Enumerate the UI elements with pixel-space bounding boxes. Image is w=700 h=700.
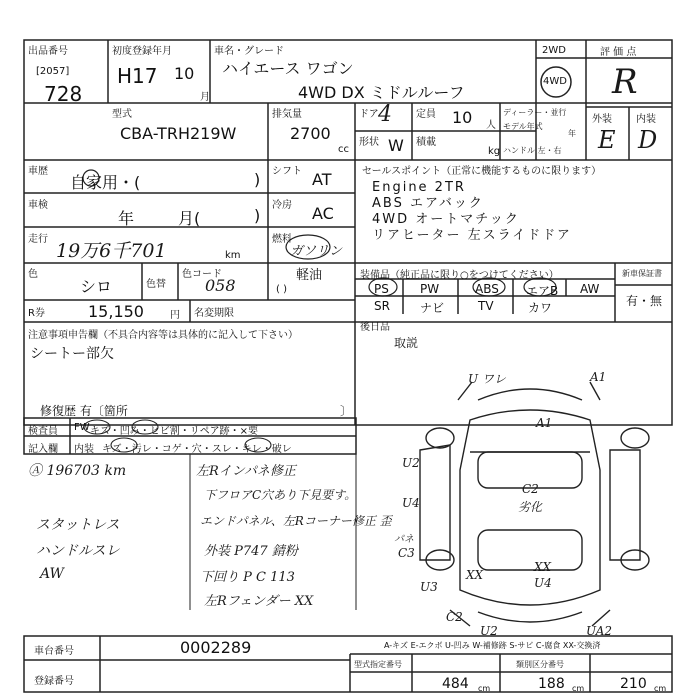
fw-label: FW <box>74 422 90 433</box>
width-value: 188 <box>538 676 565 692</box>
int-check-label: 内装 <box>74 444 94 455</box>
equip-sr: SR <box>374 299 390 313</box>
equip-airbag: エアB <box>526 284 559 298</box>
load-label: 積載 <box>416 137 436 148</box>
car-grade: 4WD DX ミドルルーフ <box>298 83 465 102</box>
diagram-mark: パネ <box>394 534 414 545</box>
ext-grade: E <box>598 126 616 154</box>
model-no-label: 型式指定番号 <box>354 660 402 669</box>
width-unit: cm <box>572 684 585 693</box>
registration-label: 登録番号 <box>34 676 74 687</box>
car-name: ハイエース ワゴン <box>222 59 354 78</box>
diagram-mark: U2 <box>480 624 498 638</box>
diagram-mark: A1 <box>590 370 607 384</box>
mileage-unit: km <box>225 250 241 261</box>
repair-close: 〕 <box>340 404 353 418</box>
diagram-mark: U4 <box>534 576 552 590</box>
year-unit: 年 <box>568 129 576 138</box>
hw-note: 左Rインパネ修正 <box>196 464 296 479</box>
length-value: 484 <box>442 676 469 692</box>
cap-label: 定員 <box>416 109 436 120</box>
diagram-mark: U3 <box>420 580 438 594</box>
sales-point: ABS エアバック <box>372 196 484 211</box>
int-grade: D <box>638 126 658 154</box>
shape-label: 形状 <box>359 137 379 148</box>
sales-point: リアヒーター 左スライドドア <box>372 228 572 243</box>
history-close: ) <box>254 170 261 189</box>
color-label: 色 <box>28 269 38 280</box>
entry-label: 記入欄 <box>28 444 58 455</box>
cap-unit: 人 <box>486 120 496 131</box>
hw-note: スタットレス <box>36 517 120 533</box>
equip-leather: カワ <box>528 301 553 315</box>
drive-4wd: 4WD <box>543 76 567 87</box>
inspector-label: 検査員 <box>28 426 58 437</box>
disp-label: 排気量 <box>272 109 302 120</box>
color-code-label: 色コード <box>182 269 222 280</box>
inspection-month: 月( <box>178 209 201 228</box>
fuel-gasoline: ガソリン <box>290 244 343 259</box>
equip-abs: ABS <box>475 282 499 296</box>
handle-label: ハンドル 左・右 <box>503 146 562 155</box>
fuel-label: 燃料 <box>272 234 292 245</box>
notes-text: シートー部欠 <box>30 346 114 362</box>
dealer-label: ディーラー・並行 <box>503 108 567 117</box>
shape-value: W <box>388 136 404 155</box>
color-change-label: 色替 <box>146 279 166 290</box>
chassis-label: 車台番号 <box>34 646 74 657</box>
lot-label: 出品番号 <box>28 46 68 57</box>
int-label: 内装 <box>636 114 656 125</box>
after-docs-value: 取説 <box>394 336 419 350</box>
color-value: シロ <box>80 277 113 296</box>
repair-history: 修復歴 有〔箇所 <box>40 404 128 418</box>
equip-pw: PW <box>420 282 440 296</box>
reg-year: H17 <box>117 64 158 88</box>
int-items: キズ・汚レ・コゲ・穴・スレ・キレ・破レ <box>102 444 292 455</box>
hw-note: Ⓐ 196703 km <box>28 463 127 479</box>
hw-note: ハンドルスレ <box>36 543 120 559</box>
cap-value: 10 <box>452 108 473 127</box>
disp-value: 2700 <box>290 124 331 143</box>
reg-month-unit: 月 <box>200 92 210 103</box>
chassis-value: 0002289 <box>180 638 252 657</box>
type-no-label: 類別区分番号 <box>516 660 564 669</box>
warranty-label: 新車保証書 <box>622 269 662 278</box>
reg-label: 初度登録年月 <box>112 46 172 57</box>
diagram-mark: XX <box>466 568 484 582</box>
height-value: 210 <box>620 676 647 692</box>
notes-label: 注意事項申告欄（不具合内容等は具体的に記入して下さい） <box>28 330 298 341</box>
car-name-label: 車名・グレード <box>214 46 284 57</box>
inspection-label: 車検 <box>28 200 48 211</box>
damage-legend: A-キズ E-エクボ U-凹み W-補修跡 S-サビ C-腐食 XX-交換済 <box>384 641 601 650</box>
fw-items: キズ・凹み・ヒビ割・リペア跡・×要 <box>90 426 258 437</box>
hw-note: 下回り P C 113 <box>200 570 295 585</box>
color-code: 058 <box>205 276 236 295</box>
equipment-label: 装備品（純正品に限り○をつけてください） <box>360 270 559 281</box>
lot-sub: [2057] <box>36 66 70 77</box>
fuel-diesel: 軽油 <box>296 268 323 283</box>
inspection-year: 年 <box>118 209 135 228</box>
model-value: CBA-TRH219W <box>120 124 237 143</box>
doors-label: ドア <box>359 109 379 120</box>
lot-number: 728 <box>44 82 83 106</box>
length-unit: cm <box>478 684 491 693</box>
diagram-mark: C3 <box>398 546 415 560</box>
score-value: R <box>612 62 638 102</box>
ext-label: 外装 <box>592 114 612 125</box>
fuel-paren: ( ) <box>276 284 287 295</box>
after-docs-label: 後日品 <box>360 322 390 333</box>
sales-point: 4WD オートマチック <box>372 212 520 227</box>
hw-note: AW <box>40 566 64 582</box>
doors-value: 4 <box>378 102 392 127</box>
shift-value: AT <box>312 170 332 189</box>
sales-points-label: セールスポイント（正常に機能するものに限ります） <box>362 166 602 177</box>
load-unit: kg <box>488 146 501 157</box>
history-value: 自家用・( <box>70 173 141 192</box>
equip-navi: ナビ <box>420 301 445 315</box>
diagram-mark: C2 <box>446 610 463 624</box>
model-year-label: モデル年式 <box>503 122 543 131</box>
diagram-mark: U ワレ <box>468 372 506 386</box>
history-label: 車歴 <box>28 166 48 177</box>
diagram-mark: U4 <box>402 496 420 510</box>
hw-note: 下フロアC穴あり下見要す。 <box>204 488 357 502</box>
sales-points-list <box>372 180 572 244</box>
name-change-label: 名変期限 <box>194 308 234 319</box>
shift-label: シフト <box>272 166 302 177</box>
diagram-mark: XX <box>534 560 552 574</box>
mileage-label: 走行 <box>28 234 48 245</box>
diagram-mark: C2 <box>522 482 539 496</box>
mileage-value: 19万6千701 <box>56 240 167 262</box>
ac-label: 冷房 <box>272 200 292 211</box>
height-unit: cm <box>654 684 667 693</box>
score-label: 評 価 点 <box>600 47 637 58</box>
warranty-value: 有・無 <box>626 294 663 308</box>
equip-aw: AW <box>580 282 600 296</box>
hw-note: 外装 P747 錆粉 <box>204 544 298 559</box>
reg-month: 10 <box>174 64 195 83</box>
inspection-close: ) <box>254 206 261 225</box>
diagram-mark: U2 <box>402 456 420 470</box>
drive-2wd: 2WD <box>542 45 566 56</box>
recycle-value: 15,150 <box>88 302 144 321</box>
diagram-mark: UA2 <box>586 624 613 638</box>
diagram-mark: A1 <box>536 416 553 430</box>
disp-unit: cc <box>338 144 349 155</box>
model-label: 型式 <box>112 109 132 120</box>
equip-tv: TV <box>478 299 494 313</box>
hw-note: 左Rフェンダー XX <box>204 594 314 609</box>
recycle-unit: 円 <box>170 310 180 321</box>
equip-ps: PS <box>374 282 389 296</box>
diagram-mark: 劣化 <box>518 500 543 514</box>
recycle-label: R券 <box>28 308 45 319</box>
sales-point: Engine 2TR <box>372 180 466 195</box>
hw-note: エンドパネル、左Rコーナー修正 歪 <box>200 514 392 528</box>
ac-value: AC <box>312 204 334 223</box>
